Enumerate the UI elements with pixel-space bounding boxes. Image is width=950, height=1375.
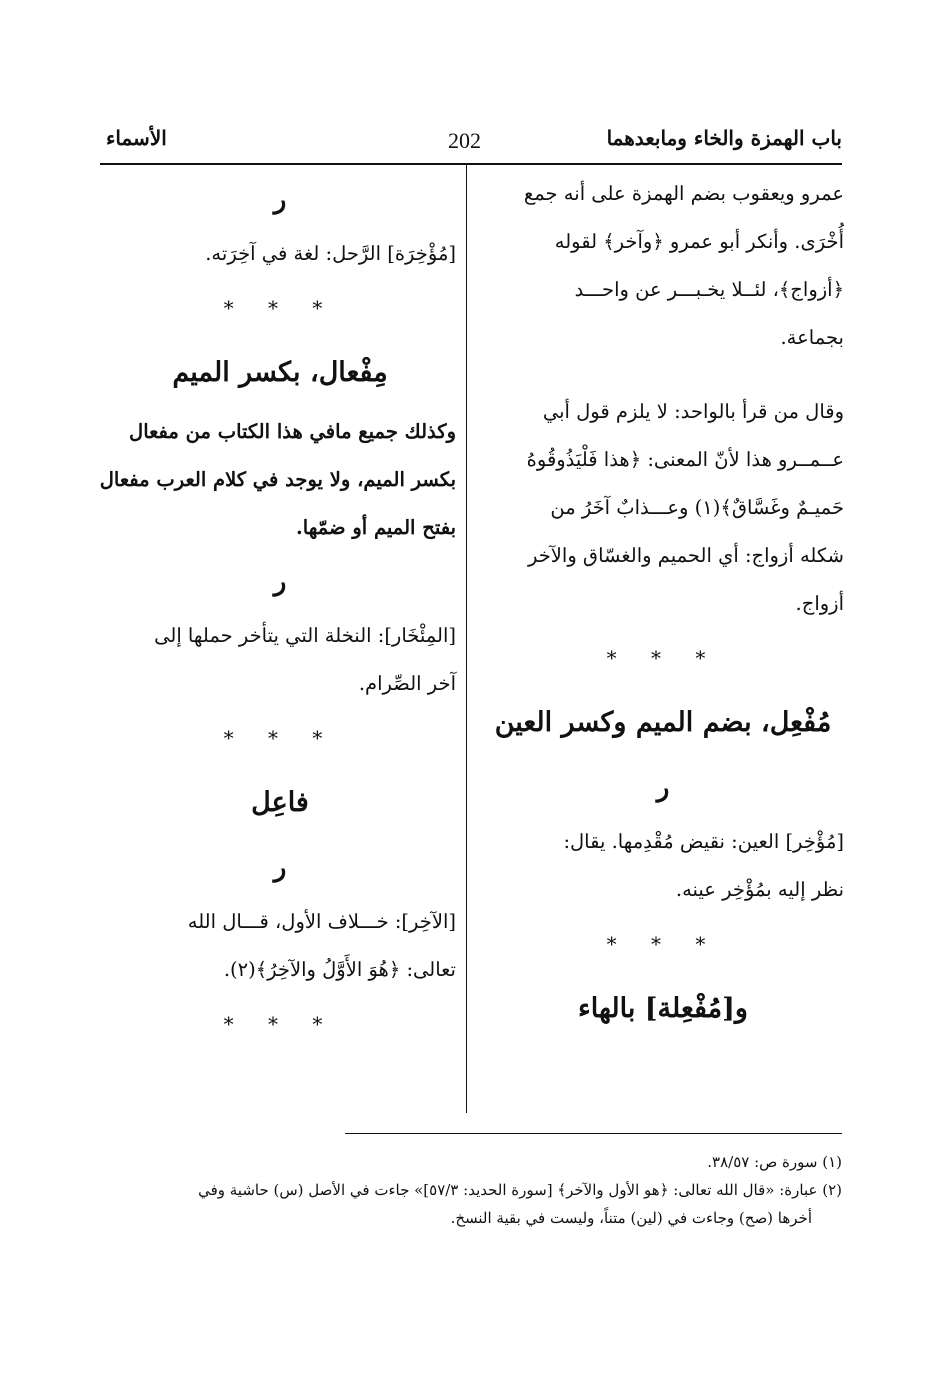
header-divider: [100, 163, 842, 165]
section-heading: مِفْعال، بكسر الميم: [172, 357, 388, 388]
text-line: وكذلك جميع مافي هذا الكتاب من مفعال: [129, 420, 456, 443]
section-title: الأسماء: [106, 126, 167, 150]
text-line: حَميـمٌ وغَسَّاقٌ﴾(١) وعـــذابٌ آخَرُ من: [550, 496, 844, 519]
text-line: شكله أزواج: أي الحميم والغسّاق والآخر: [527, 544, 844, 567]
text-line: بجماعة.: [780, 326, 844, 349]
section-separator: * * *: [223, 296, 337, 320]
text-line: أزواج.: [795, 592, 844, 615]
section-separator: * * *: [606, 646, 720, 670]
section-separator: * * *: [606, 932, 720, 956]
section-separator: * * *: [223, 1012, 337, 1036]
text-line: [مُؤْخِرَة] الرَّحل: لغة في آخِرَته.: [205, 242, 456, 265]
text-line: [المِئْخَار]: النخلة التي يتأخر حملها إلى: [154, 624, 456, 647]
text-line: [الآخِر]: خـــلاف الأول، قـــال الله: [187, 910, 456, 933]
right-column: [482, 170, 844, 1044]
column-divider: [466, 165, 467, 1113]
text-line: آخر الصِّرام.: [358, 672, 456, 695]
text-line: عــمــرو هذا لأنّ المعنى: ﴿هذا فَلْيَذُوقُوهُ: [526, 448, 844, 471]
footnote-divider: [345, 1133, 842, 1134]
text-line: نظر إليه بمُؤْخِر عينه.: [675, 878, 844, 901]
page-header: [96, 118, 842, 158]
text-line: تعالى: ﴿هُوَ الأَوَّلُ والآخِرُ﴾(٢).: [223, 958, 456, 981]
section-heading: مُفْعِل، بضم الميم وكسر العين: [494, 707, 832, 738]
root-mark: ر: [656, 773, 670, 803]
text-line: وقال من قرأ بالواحد: لا يلزم قول أبي: [542, 400, 844, 423]
section-separator: * * *: [223, 726, 337, 750]
section-heading: و[مُفْعِلة] بالهاء: [578, 993, 748, 1024]
footnote-continuation: أخرها (صح) وجاءت في (لين) متناً، وليست في بقية النسخ.: [450, 1209, 812, 1227]
left-column: [99, 170, 456, 1054]
text-line: بكسر الميم، ولا يوجد في كلام العرب مفعال: [99, 468, 456, 491]
text-line: عمرو ويعقوب بضم الهمزة على أنه جمع: [523, 182, 844, 205]
text-line: ﴿أزواج﴾، لئــلا يخـبـــر عن واحـــد: [574, 278, 844, 301]
root-mark: ر: [273, 567, 287, 597]
root-mark: ر: [273, 853, 287, 883]
text-line: بفتح الميم أو ضمّها.: [295, 516, 456, 539]
footnotes: [102, 1148, 842, 1232]
text-line: أُخْرَى. وأنكر أبو عمرو ﴿وآخر﴾ لقوله: [554, 230, 844, 253]
page-number: 202: [448, 128, 481, 153]
chapter-title: باب الهمزة والخاء ومابعدهما: [606, 126, 842, 150]
footnote: (٢) عبارة: «قال الله تعالى: ﴿هو الأول والآخر﴾ [سورة الحديد: ٥٧/٣]» جاءت في الأصل (س) حاشية وفي: [198, 1181, 842, 1199]
footnote: (١) سورة ص: ٣٨/٥٧.: [707, 1153, 842, 1171]
section-heading: فاعِل: [251, 787, 309, 818]
text-line: [مُؤْخِر] العين: نقيض مُقْدِمها. يقال:: [563, 830, 844, 853]
root-mark: ر: [273, 185, 287, 215]
